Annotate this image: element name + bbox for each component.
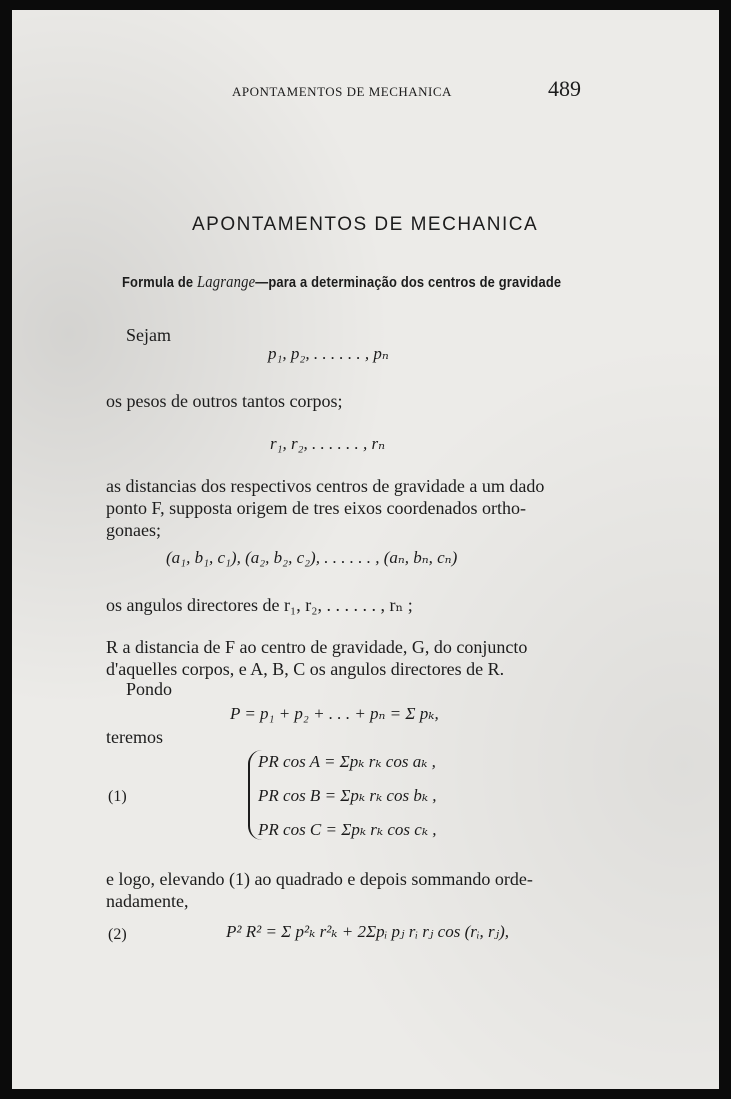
article-title: APONTAMENTOS DE MECHANICA	[192, 214, 539, 235]
teremos-line: teremos	[106, 727, 163, 747]
weights-expression: p₁, p₂, . . . . . . , pₙ	[268, 344, 389, 363]
paragraph-logo-2: nadamente,	[106, 891, 189, 911]
subtitle-suffix: —para a determinação dos centros de gravidade	[255, 274, 562, 291]
subtitle-name: Lagrange	[197, 272, 256, 291]
angulos-line: os angulos directores de r₁, r₂, . . . . . . , rₙ ;	[106, 595, 413, 615]
page-number: 489	[548, 76, 581, 101]
equation-1-line-A: PR cos A = Σpₖ rₖ cos aₖ ,	[258, 752, 436, 771]
paragraph-R-1: R a distancia de F ao centro de gravidade, G, do conjuncto	[106, 637, 528, 657]
running-title: APONTAMENTOS DE MECHANICA	[232, 84, 452, 99]
paragraph-distances-3: gonaes;	[106, 520, 161, 540]
distances-expression: r₁, r₂, . . . . . . , rₙ	[270, 434, 386, 453]
equation-1-line-B: PR cos B = Σpₖ rₖ cos bₖ ,	[258, 786, 437, 805]
sejam-line: Sejam	[126, 325, 171, 345]
article-subtitle	[122, 272, 561, 292]
P-sum-expression: P = p₁ + p₂ + . . . + pₙ = Σ pₖ,	[230, 704, 439, 723]
subtitle-prefix: Formula de	[122, 274, 198, 291]
paragraph-distances-1: as distancias dos respectivos centros de gravidade a um dado	[106, 476, 545, 496]
book-page	[12, 10, 719, 1089]
paragraph-R-2: d'aquelles corpos, e A, B, C os angulos directores de R.	[106, 659, 505, 679]
pesos-line: os pesos de outros tantos corpos;	[106, 391, 343, 411]
equation-1-label: (1)	[108, 788, 127, 805]
equation-1-line-C: PR cos C = Σpₖ rₖ cos cₖ ,	[258, 820, 437, 839]
paragraph-logo-1: e logo, elevando (1) ao quadrado e depois sommando orde-	[106, 869, 533, 889]
pondo-line: Pondo	[126, 679, 173, 699]
equation-2-label: (2)	[108, 926, 127, 943]
angles-expression: (a₁, b₁, c₁), (a₂, b₂, c₂), . . . . . . , (aₙ, bₙ, cₙ)	[166, 548, 458, 567]
equation-2-expression: P² R² = Σ p²ₖ r²ₖ + 2Σpᵢ pⱼ rᵢ rⱼ cos (rᵢ, rⱼ),	[226, 922, 510, 941]
paragraph-distances-2: ponto F, supposta origem de tres eixos coordenados ortho-	[106, 498, 526, 518]
